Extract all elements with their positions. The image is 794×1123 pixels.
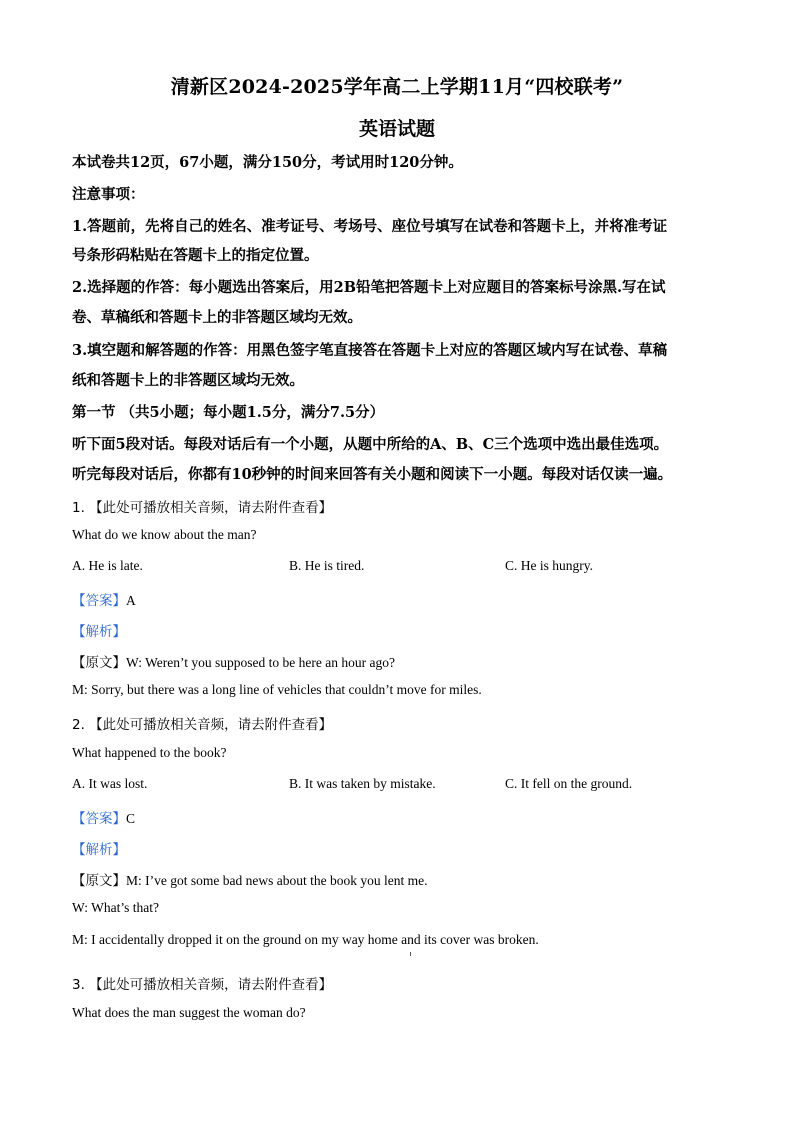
cursor-mark (410, 952, 411, 956)
notice-1-line-2: 号条形码粘贴在答题卡上的指定位置。 (72, 247, 319, 264)
notice-2-line-1: 2.选择题的作答：每小题选出答案后，用2B铅笔把答题卡上对应题目的答案标号涂黑.写在试 (72, 279, 666, 296)
exam-summary: 本试卷共12页，67小题，满分150分，考试用时120分钟。 (72, 154, 463, 171)
question-2-option-a: A. It was lost. (72, 776, 148, 791)
question-3-header[interactable]: 3. 【此处可播放相关音频，请去附件查看】 (72, 977, 333, 993)
question-1-option-a: A. He is late. (72, 558, 143, 573)
question-2-transcript-line-3: M: I accidentally dropped it on the ground on my way home and its cover was broken. (72, 932, 539, 947)
notice-3-line-1: 3.填空题和解答题的作答：用黑色签字笔直接答在答题卡上对应的答题区域内写在试卷、草稿 (72, 342, 668, 359)
exam-title: 清新区2024-2025学年高二上学期11月“四校联考” (170, 76, 624, 98)
question-3-stem: What does the man suggest the woman do? (72, 1005, 306, 1020)
question-1-option-c: C. He is hungry. (505, 558, 593, 573)
question-1-analysis-label: 【解析】 (72, 624, 126, 640)
question-2-analysis-label: 【解析】 (72, 842, 126, 858)
notice-heading: 注意事项： (72, 186, 145, 203)
question-1-option-b: B. He is tired. (289, 558, 365, 573)
question-1-transcript-line-1: 【原文】W: Weren’t you supposed to be here an hour ago? (72, 655, 395, 671)
question-2-answer: 【答案】C (72, 811, 136, 827)
question-1-transcript-line-2: M: Sorry, but there was a long line of vehicles that couldn’t move for miles. (72, 682, 482, 697)
question-2-option-c: C. It fell on the ground. (505, 776, 633, 791)
question-2-stem: What happened to the book? (72, 745, 227, 760)
question-2-transcript-line-2: W: What’s that? (72, 900, 159, 915)
question-2-option-b: B. It was taken by mistake. (289, 776, 436, 791)
notice-1-line-1: 1.答题前，先将自己的姓名、准考证号、考场号、座位号填写在试卷和答题卡上，并将准考证 (72, 218, 668, 235)
exam-subtitle: 英语试题 (358, 118, 435, 140)
question-1-header[interactable]: 1. 【此处可播放相关音频，请去附件查看】 (72, 500, 333, 516)
question-2-transcript-line-1: 【原文】M: I’ve got some bad news about the book you lent me. (72, 873, 428, 889)
notice-2-line-2: 卷、草稿纸和答题卡上的非答题区域均无效。 (72, 309, 362, 326)
question-1-stem: What do we know about the man? (72, 527, 257, 542)
question-2-header[interactable]: 2. 【此处可播放相关音频，请去附件查看】 (72, 717, 333, 733)
notice-3-line-2: 纸和答题卡上的非答题区域均无效。 (72, 372, 304, 389)
section-instruction-line-2: 听完每段对话后，你都有10秒钟的时间来回答有关小题和阅读下一小题。每段对话仅读一遍。 (72, 466, 673, 483)
question-1-answer: 【答案】A (72, 593, 136, 609)
section-heading: 第一节 （共5小题；每小题1.5分，满分7.5分） (72, 404, 385, 421)
section-instruction-line-1: 听下面5段对话。每段对话后有一个小题，从题中所给的A、B、C三个选项中选出最佳选项。 (72, 436, 669, 453)
